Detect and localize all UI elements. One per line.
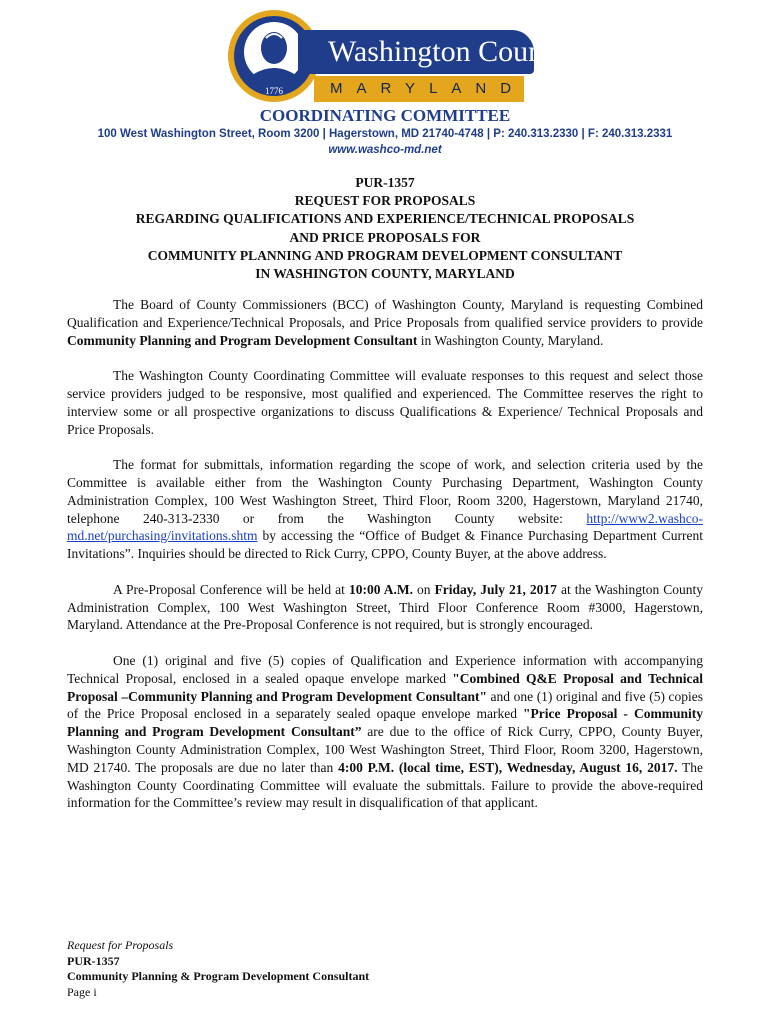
- heading-line: AND PRICE PROPOSALS FOR: [289, 229, 481, 245]
- heading-line: PUR-1357: [355, 175, 415, 190]
- logo-subtitle: MARYLAND: [314, 76, 524, 102]
- heading-line: IN WASHINGTON COUNTY, MARYLAND: [255, 266, 515, 282]
- footer-page-number: Page i: [67, 984, 97, 999]
- svg-text:1776: 1776: [265, 86, 283, 96]
- heading-line: REQUEST FOR PROPOSALS: [294, 193, 476, 209]
- paragraph-bcc-request: The Board of County Commissioners (BCC) of Washington County, Maryland is requesting Combined Qualification and Experience/Technical Proposals, and Price Proposals from qualified service providers to provide Community Planning and Program Development Consultant in Washington County, Maryland.: [67, 297, 703, 348]
- logo-title: Washington County: [298, 30, 534, 74]
- document-body: [67, 296, 703, 830]
- committee-address: 100 West Washington Street, Room 3200 | Hagerstown, MD 21740-4748 | P: 240.313.2330 | F: 240.313.2331: [97, 128, 673, 140]
- invitations-link[interactable]: http://www2.washco-md.net/purchasing/invitations.shtm: [67, 510, 703, 544]
- washington-county-logo: [226, 8, 567, 104]
- footer-project-title: Community Planning & Program Development Consultant: [67, 969, 370, 983]
- committee-title: COORDINATING COMMITTEE: [259, 106, 511, 125]
- footer-pur-number: PUR-1357: [67, 953, 120, 968]
- paragraph-submission-instructions: One (1) original and five (5) copies of Qualification and Experience information with accompanying Technical Proposal, enclosed in a sealed opaque envelope marked "Combined Q&E Proposal and Technical Proposal –Community Planning and Program Development Consultant" and one (1) original and five (5) copies of the Price Proposal enclosed in a separately sealed opaque envelope marked "Price Proposal - Community Planning and Program Development Consultant” are due to the office of Rick Curry, CPPO, County Buyer, Washington County Administration Complex, 100 West Washington Street, Third Floor, Room 3200, Hagerstown, MD 21740. The proposals are due no later than 4:00 P.M. (local time, EST), Wednesday, August 16, 2017. The Washington County Coordinating Committee will evaluate the submittals. Failure to provide the above-required information for the Committee’s review may result in disqualification of that applicant.: [67, 652, 703, 811]
- heading-line: COMMUNITY PLANNING AND PROGRAM DEVELOPMENT CONSULTANT: [147, 247, 623, 263]
- rfp-heading: [0, 174, 770, 283]
- heading-line: REGARDING QUALIFICATIONS AND EXPERIENCE/TECHNICAL PROPOSALS: [135, 211, 635, 227]
- page-footer: [67, 938, 467, 1000]
- paragraph-committee-evaluation: The Washington County Coordinating Committee will evaluate responses to this request and select those service providers judged to be responsive, most qualified and experienced. The Committee reserves the right to interview some or all prospective organizations to discuss Qualifications & Experience/ Technical Proposals and Price Proposals.: [67, 368, 703, 437]
- footer-doc-type: Request for Proposals: [67, 938, 174, 952]
- paragraph-submittal-format: The format for submittals, information regarding the scope of work, and selection criteria used by the Committee is available either from the Washington County Purchasing Department, Washington County Administration Complex, 100 West Washington Street, Third Floor, Room 3200, Hagerstown, Maryland 21740, telephone 240-313-2330 or from the Washington County website: http://www2.washco-md.net/purchasing/invitations.shtm by accessing the “Office of Budget & Finance Purchasing Department Current Invitations”. Inquiries should be directed to Rick Curry, CPPO, County Buyer, at the above address.: [67, 457, 703, 562]
- website-link[interactable]: www.washco-md.net: [328, 144, 442, 156]
- paragraph-pre-proposal-conference: A Pre-Proposal Conference will be held at 10:00 A.M. on Friday, July 21, 2017 at the Washington County Administration Complex, 100 West Washington Street, Third Floor Conference Room #3000, Hagerstown, Maryland. Attendance at the Pre-Proposal Conference is not required, but is strongly encouraged.: [67, 581, 703, 633]
